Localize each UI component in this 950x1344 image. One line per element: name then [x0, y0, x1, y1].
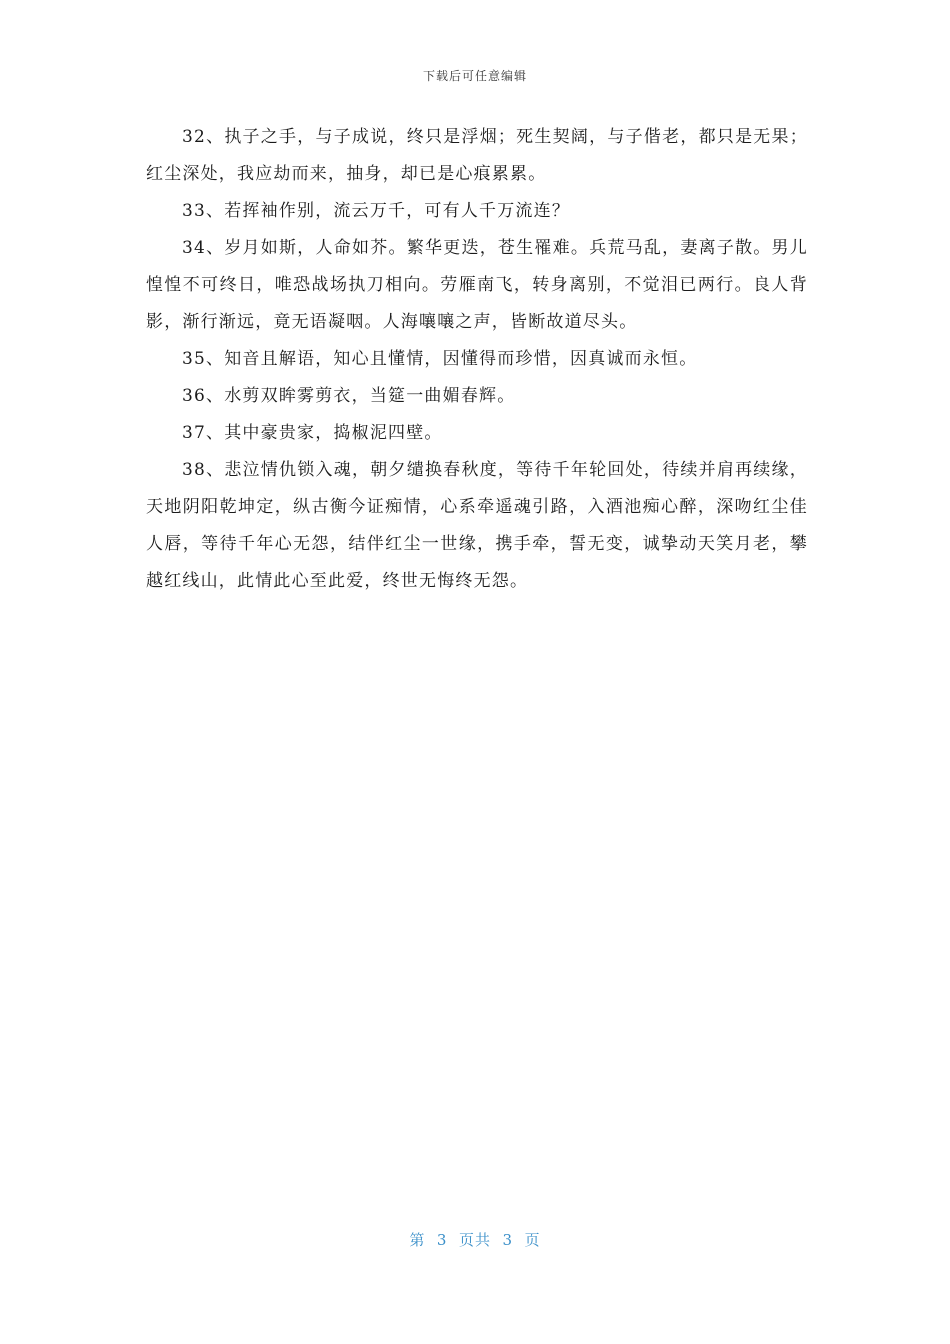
paragraph-32: 32、执子之手，与子成说，终只是浮烟；死生契阔，与子偕老，都只是无果；红尘深处，我应劫而来，抽身，却已是心痕累累。 [146, 127, 808, 184]
paragraph-34: 34、岁月如斯，人命如芥。繁华更迭，苍生罹难。兵荒马乱，妻离子散。男儿惶惶不可终日，唯恐战场执刀相向。劳雁南飞，转身离别，不觉泪已两行。良人背影，渐行渐远，竟无语凝咽。人海嚷嚷之声，皆断故道尽头。 [146, 238, 808, 332]
paragraph-38: 38、悲泣情仇锁入魂，朝夕缱换春秋度，等待千年轮回处，待续并肩再续缘，天地阴阳乾坤定，纵古衡今证痴情，心系牵遥魂引路，入酒池痴心醉，深吻红尘佳人唇，等待千年心无怨，结伴红尘一世缘，携手牵，誓无变，诚挚动天笑月老，攀越红线山，此情此心至此爱，终世无悔终无怨。 [146, 460, 808, 591]
document-body [146, 119, 808, 600]
paragraph-37: 37、其中豪贵家，捣椒泥四壁。 [182, 423, 443, 443]
page-number-footer: 第 3 页共 3 页 [409, 1231, 541, 1249]
page-header: 下载后可任意编辑 [422, 69, 527, 83]
paragraph-33: 33、若挥袖作别，流云万千，可有人千万流连？ [182, 201, 571, 221]
paragraph-36: 36、水剪双眸雾剪衣，当筵一曲媚春辉。 [182, 386, 516, 406]
paragraph-35: 35、知音且解语，知心且懂情，因懂得而珍惜，因真诚而永恒。 [182, 349, 698, 369]
